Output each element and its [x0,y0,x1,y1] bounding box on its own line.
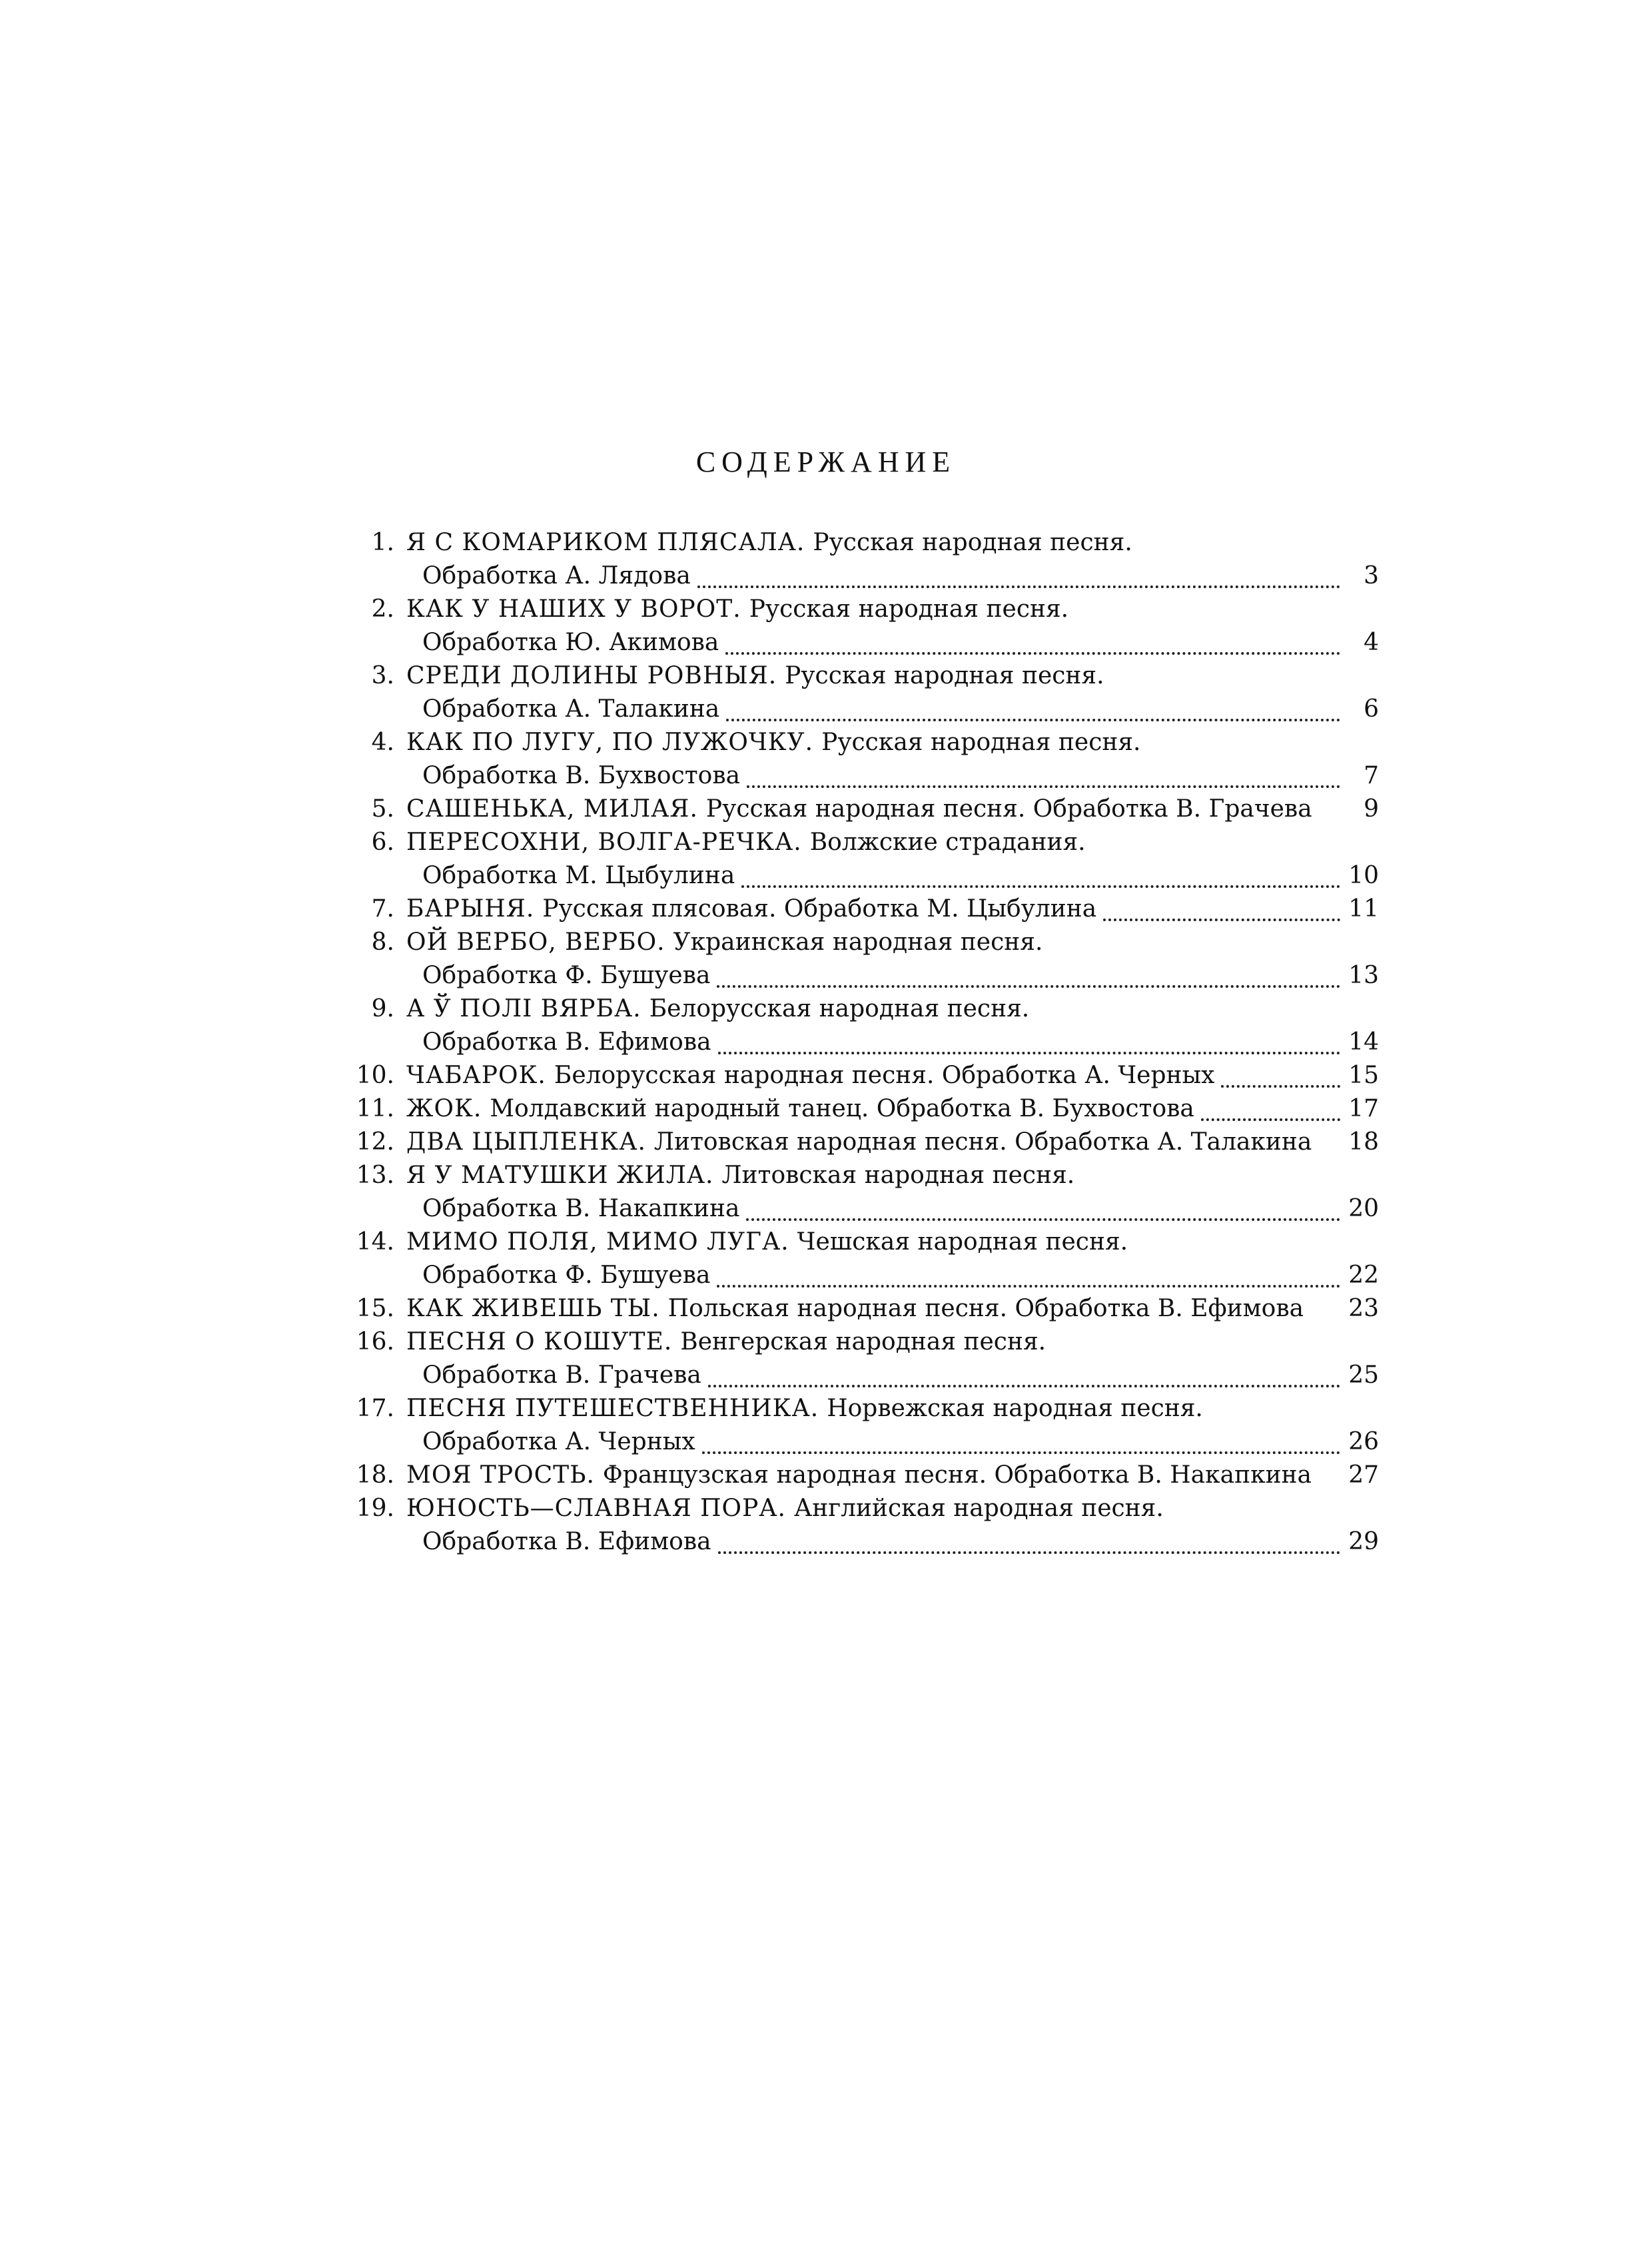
entry-arranger: Обработка Ю. Акимова [422,629,719,656]
toc-entry-line [353,693,1379,726]
entry-description: Русская народная песня. [749,595,1069,623]
entry-arranger: Обработка В. Грачева [422,1361,701,1389]
entry-number: 2. [371,595,394,623]
entry-page-number: 22 [1348,1262,1379,1289]
entry-page-number: 7 [1364,762,1379,789]
entry-number: 1. [371,529,394,556]
toc-entry-line [353,1259,1379,1292]
toc-entry [353,1092,1379,1126]
toc-entry-line [353,1325,1379,1359]
entry-arranger: Обработка А. Лядова [422,562,691,589]
toc-entry-line [353,593,1379,626]
entry-title: ЮНОСТЬ—СЛАВНАЯ ПОРА. [406,1495,787,1522]
entry-description: Русская народная песня. [821,729,1141,756]
entry-title: ПЕРЕСОХНИ, ВОЛГА-РЕЧКА. [406,829,802,856]
entry-title: А Ў ПОЛІ ВЯРБА. [406,995,641,1022]
entry-number: 4. [371,729,394,756]
entry-number: 15. [356,1295,394,1322]
entry-page-number: 4 [1364,629,1379,656]
entry-description: Русская народная песня. Обработка В. Грачева [705,795,1312,823]
toc-entry-line [353,1026,1379,1059]
entry-page-number: 15 [1348,1062,1379,1089]
dot-leader [718,1551,1340,1554]
entry-arranger: Обработка А. Черных [422,1428,695,1455]
entry-page-number: 18 [1348,1128,1379,1156]
entry-page-number: 23 [1348,1295,1379,1322]
entry-arranger: Обработка В. Ефимова [422,1528,711,1555]
toc-entry [353,1226,1379,1292]
entry-description: Украинская народная песня. [673,929,1043,956]
entry-title: КАК ПО ЛУГУ, ПО ЛУЖОЧКУ. [406,729,814,756]
toc-entry-line [353,826,1379,859]
toc-entry-line [353,926,1379,959]
dot-leader [702,1451,1340,1454]
entry-description: Польская народная песня. Обработка В. Ефимова [667,1295,1304,1322]
toc-entry-line [353,659,1379,693]
entry-arranger: Обработка Ф. Бушуева [422,1262,711,1289]
entry-title: КАК У НАШИХ У ВОРОТ. [406,595,741,623]
table-of-contents [353,526,1379,1559]
dot-leader [741,885,1340,888]
entry-number: 19. [356,1495,394,1522]
entry-description: Литовская народная песня. Обработка А. Талакина [653,1128,1312,1156]
toc-entry [353,1459,1379,1492]
entry-page-number: 29 [1348,1528,1379,1555]
entry-number: 14. [356,1228,394,1256]
dot-leader [697,585,1340,588]
entry-description: Русская народная песня. [813,529,1132,556]
entry-number: 18. [356,1461,394,1489]
entry-page-number: 17 [1348,1095,1379,1122]
toc-entry-line [353,1059,1379,1092]
entry-title: ПЕСНЯ ПУТЕШЕСТВЕННИКА. [406,1395,819,1422]
toc-entry-line [353,1492,1379,1525]
toc-entry [353,926,1379,992]
entry-title: ДВА ЦЫПЛЕНКА. [406,1128,646,1156]
toc-entry [353,1059,1379,1092]
dot-leader [717,985,1340,988]
toc-entry-line [353,959,1379,992]
toc-entry-line [353,1159,1379,1192]
toc-entry-line [353,1192,1379,1226]
entry-title: ОЙ ВЕРБО, ВЕРБО. [406,929,665,956]
entry-number: 13. [356,1162,394,1189]
entry-number: 7. [371,895,394,923]
entry-page-number: 13 [1348,962,1379,989]
toc-entry [353,992,1379,1059]
dot-leader [1201,1118,1340,1121]
entry-description: Литовская народная песня. [721,1162,1075,1189]
toc-entry-line [353,1359,1379,1392]
toc-entry [353,526,1379,593]
dot-leader [747,785,1340,788]
toc-entry-line [353,859,1379,893]
dot-leader [746,1218,1340,1221]
entry-description: Русская плясовая. Обработка М. Цыбулина [542,895,1097,923]
entry-number: 6. [371,829,394,856]
toc-entry-line [353,1525,1379,1559]
toc-entry [353,893,1379,926]
toc-entry-line [353,626,1379,659]
entry-page-number: 25 [1348,1361,1379,1389]
entry-page-number: 11 [1348,895,1379,923]
entry-description: Белорусская народная песня. [649,995,1030,1022]
toc-entry [353,826,1379,893]
entry-description: Белорусская народная песня. Обработка А. Черных [554,1062,1215,1089]
toc-entry [353,1325,1379,1392]
entry-arranger: Обработка В. Ефимова [422,1028,711,1056]
entry-number: 17. [356,1395,394,1422]
entry-page-number: 9 [1364,795,1379,823]
toc-entry-line [353,560,1379,593]
toc-entry [353,1126,1379,1159]
toc-entry [353,1392,1379,1459]
page-title: СОДЕРЖАНИЕ [695,446,957,478]
entry-description: Норвежская народная песня. [827,1395,1203,1422]
toc-entry-line [353,1092,1379,1126]
entry-page-number: 26 [1348,1428,1379,1455]
entry-description: Молдавский народный танец. Обработка В. Бухвостова [490,1095,1194,1122]
dot-leader [718,1052,1340,1054]
dot-leader [1221,1085,1340,1088]
entry-arranger: Обработка В. Накапкина [422,1195,740,1222]
toc-entry-line [353,1126,1379,1159]
entry-number: 10. [356,1062,394,1089]
entry-number: 9. [371,995,394,1022]
dot-leader [717,1285,1340,1288]
toc-entry [353,1492,1379,1559]
entry-page-number: 3 [1364,562,1379,589]
entry-number: 5. [371,795,394,823]
entry-number: 12. [356,1128,394,1156]
entry-title: ПЕСНЯ О КОШУТЕ. [406,1328,673,1355]
entry-title: Я С КОМАРИКОМ ПЛЯСАЛА. [406,529,805,556]
entry-title: ЧАБАРОК. [406,1062,546,1089]
entry-description: Венгерская народная песня. [680,1328,1046,1355]
entry-arranger: Обработка В. Бухвостова [422,762,741,789]
toc-entry-line [353,1226,1379,1259]
entry-number: 3. [371,662,394,689]
toc-entry [353,726,1379,793]
entry-arranger: Обработка М. Цыбулина [422,862,735,889]
toc-entry [353,793,1379,826]
entry-page-number: 10 [1348,862,1379,889]
entry-description: Английская народная песня. [794,1495,1164,1522]
toc-entry-line [353,526,1379,560]
entry-description: Волжские страдания. [809,829,1086,856]
entry-title: Я У МАТУШКИ ЖИЛА. [406,1162,714,1189]
toc-entry-line [353,1292,1379,1325]
toc-entry-line [353,1425,1379,1459]
entry-title: МИМО ПОЛЯ, МИМО ЛУГА. [406,1228,789,1256]
entry-arranger: Обработка Ф. Бушуева [422,962,711,989]
entry-page-number: 6 [1364,695,1379,723]
toc-entry-line [353,793,1379,826]
entry-title: ЖОК. [406,1095,482,1122]
entry-number: 8. [371,929,394,956]
dot-leader [726,719,1340,721]
entry-number: 16. [356,1328,394,1355]
entry-title: КАК ЖИВЕШЬ ТЫ. [406,1295,660,1322]
toc-entry-line [353,759,1379,793]
entry-description: Чешская народная песня. [797,1228,1128,1256]
entry-description: Французская народная песня. Обработка В. Накапкина [602,1461,1312,1489]
entry-description: Русская народная песня. [785,662,1104,689]
toc-entry [353,659,1379,726]
toc-entry-line [353,1392,1379,1425]
entry-title: СРЕДИ ДОЛИНЫ РОВНЫЯ. [406,662,777,689]
entry-page-number: 14 [1348,1028,1379,1056]
dot-leader [708,1385,1340,1387]
entry-arranger: Обработка А. Талакина [422,695,720,723]
entry-page-number: 27 [1348,1461,1379,1489]
dot-leader [725,652,1340,655]
entry-number: 11. [356,1095,394,1122]
dot-leader [1103,919,1340,921]
toc-entry-line [353,726,1379,759]
toc-entry-line [353,893,1379,926]
toc-entry-line [353,992,1379,1026]
entry-title: МОЯ ТРОСТЬ. [406,1461,595,1489]
entry-title: САШЕНЬКА, МИЛАЯ. [406,795,698,823]
toc-entry [353,1159,1379,1226]
toc-entry [353,593,1379,659]
entry-title: БАРЫНЯ. [406,895,535,923]
entry-page-number: 20 [1348,1195,1379,1222]
toc-entry-line [353,1459,1379,1492]
toc-entry [353,1292,1379,1325]
